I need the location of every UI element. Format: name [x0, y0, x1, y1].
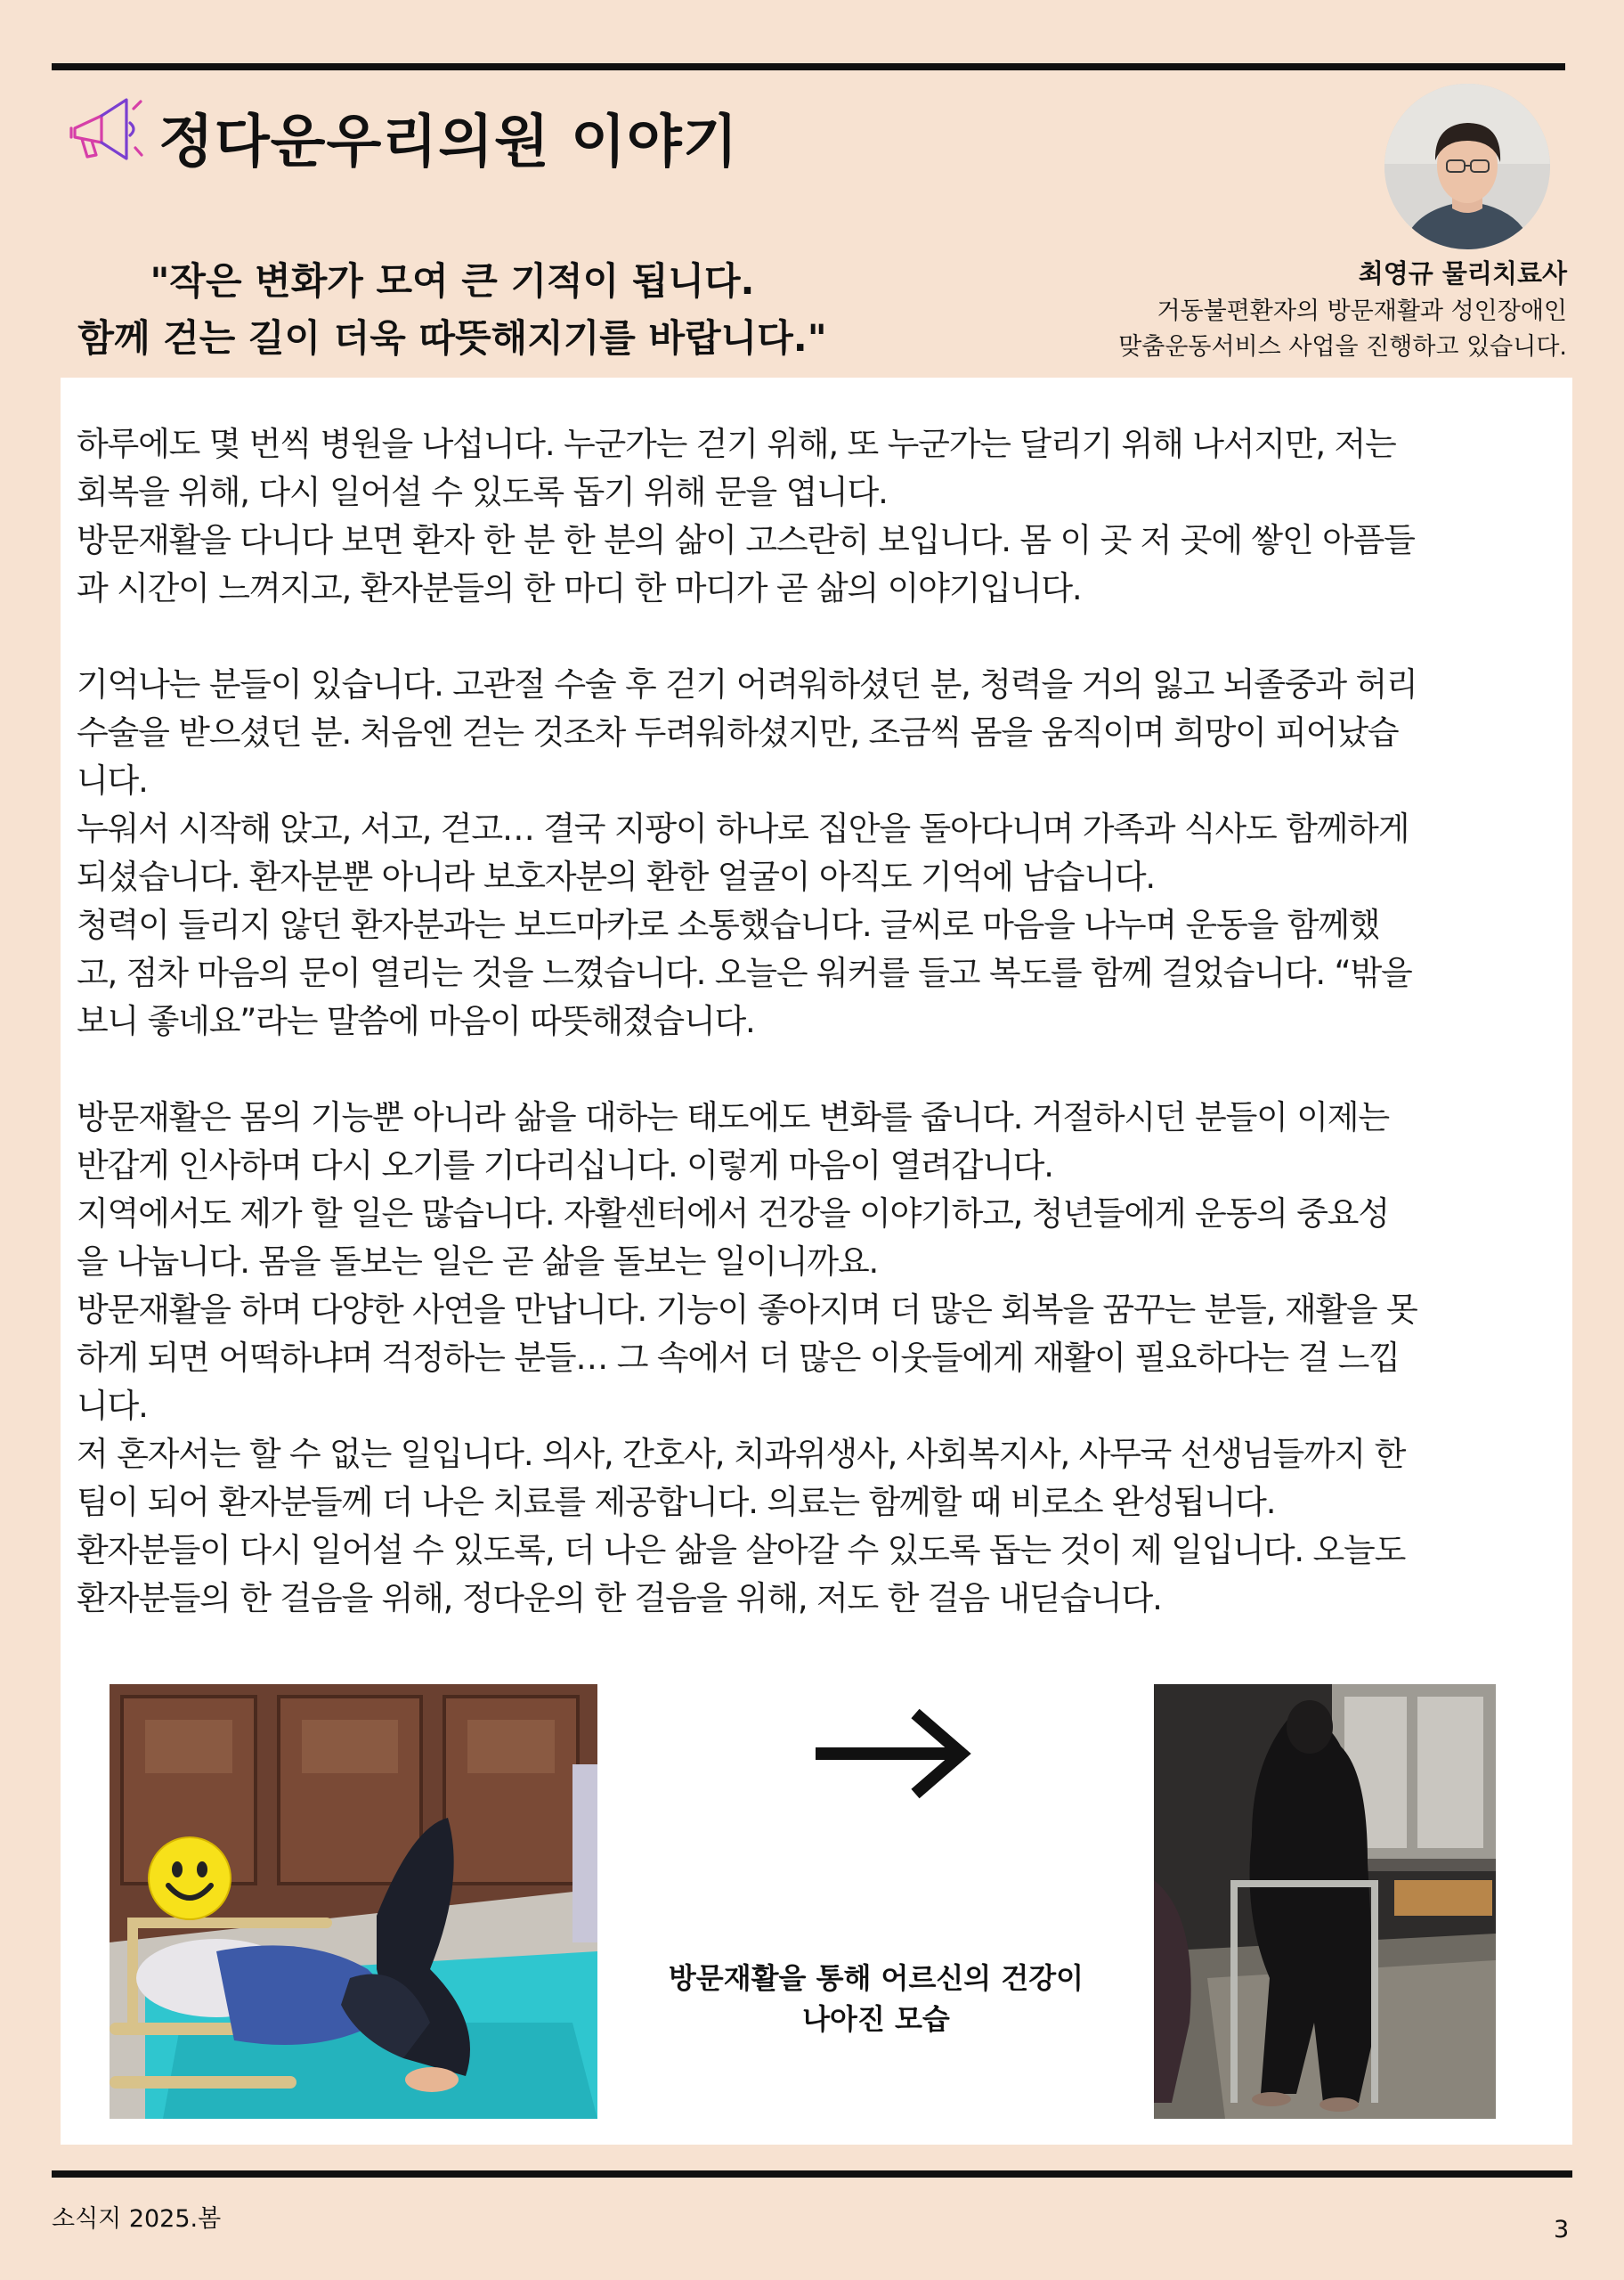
after-photo — [1154, 1684, 1496, 2119]
bottom-divider — [52, 2170, 1572, 2178]
body-line: 방문재활을 하며 다양한 사연을 만납니다. 기능이 좋아지며 더 많은 회복을 꿈꾸는 분들, 재활을 못 — [77, 1291, 1417, 1329]
author-info — [926, 253, 1567, 365]
newsletter-issue: 소식지 2025.봄 — [52, 2205, 222, 2233]
quote-line: "작은 변화가 모여 큰 기적이 됩니다. — [150, 259, 755, 303]
body-line: 니다. — [77, 761, 148, 800]
body-line: 방문재활을 다니다 보면 환자 한 분 한 분의 삶이 고스란히 보입니다. 몸 이 곳 저 곳에 쌓인 아픔들 — [77, 521, 1415, 559]
body-line: 저 혼자서는 할 수 없는 일입니다. 의사, 간호사, 치과위생사, 사회복지사, 사무국 선생님들까지 한 — [77, 1435, 1406, 1473]
body-line: 팀이 되어 환자분들께 더 나은 치료를 제공합니다. 의료는 함께할 때 비로소 완성됩니다. — [77, 1483, 1276, 1521]
body-line: 을 나눕니다. 몸을 돌보는 일은 곧 삶을 돌보는 일이니까요. — [77, 1242, 879, 1281]
body-line: 환자분들이 다시 일어설 수 있도록, 더 나은 삶을 살아갈 수 있도록 돕는 것이 제 일입니다. 오늘도 — [77, 1531, 1406, 1569]
page-title: 정다운우리의원 이야기 — [158, 110, 739, 175]
body-line: 보니 좋네요”라는 말씀에 마음이 따뜻해졌습니다. — [77, 1002, 755, 1040]
before-photo — [110, 1684, 597, 2119]
quote-line: 함께 걷는 길이 더욱 따뜻해지기를 바랍니다." — [77, 316, 827, 360]
body-line: 수술을 받으셨던 분. 처음엔 걷는 것조차 두려워하셨지만, 조금씩 몸을 움직이며 희망이 피어났습 — [77, 713, 1399, 752]
avatar — [1384, 84, 1550, 249]
body-line: 환자분들의 한 걸음을 위해, 정다운의 한 걸음을 위해, 저도 한 걸음 내딛습니다. — [77, 1579, 1162, 1617]
pull-quote — [52, 253, 853, 367]
body-line: 과 시간이 느껴지고, 환자분들의 한 마디 한 마디가 곧 삶의 이야기입니다. — [77, 569, 1082, 607]
author-name: 최영규 물리치료사 — [1358, 258, 1567, 289]
body-line: 하게 되면 어떡하냐며 걱정하는 분들… 그 속에서 더 많은 이웃들에게 재활이 필요하다는 걸 느낍 — [77, 1339, 1400, 1377]
paragraph-gap — [77, 1046, 1556, 1094]
caption-line: 방문재활을 통해 어르신의 건강이 — [668, 1961, 1084, 1995]
megaphone-icon — [62, 89, 144, 171]
body-line: 회복을 위해, 다시 일어설 수 있도록 돕기 위해 문을 엽니다. — [77, 473, 888, 511]
right-arrow-icon — [816, 1705, 972, 1803]
author-description-line: 거동불편환자의 방문재활과 성인장애인 — [1157, 297, 1567, 325]
body-line: 되셨습니다. 환자분뿐 아니라 보호자분의 환한 얼굴이 아직도 기억에 남습니다. — [77, 858, 1155, 896]
article-panel — [61, 378, 1572, 2145]
author-description-line: 맞춤운동서비스 사업을 진행하고 있습니다. — [1118, 333, 1567, 361]
photo-caption — [621, 1958, 1131, 2040]
body-line: 반갑게 인사하며 다시 오기를 기다리십니다. 이렇게 마음이 열려갑니다. — [77, 1146, 1053, 1185]
body-line: 고, 점차 마음의 문이 열리는 것을 느꼈습니다. 오늘은 워커를 들고 복도를 함께 걸었습니다. “밖을 — [77, 954, 1412, 992]
body-line: 청력이 들리지 않던 환자분과는 보드마카로 소통했습니다. 글씨로 마음을 나누며 운동을 함께했 — [77, 906, 1380, 944]
paragraph-gap — [77, 613, 1556, 661]
body-line: 하루에도 몇 번씩 병원을 나섭니다. 누군가는 걷기 위해, 또 누군가는 달리기 위해 나서지만, 저는 — [77, 425, 1396, 463]
page-number: 3 — [1554, 2216, 1570, 2243]
article-body — [77, 420, 1556, 1623]
body-line: 지역에서도 제가 할 일은 많습니다. 자활센터에서 건강을 이야기하고, 청년들에게 운동의 중요성 — [77, 1194, 1389, 1233]
body-line: 니다. — [77, 1387, 148, 1425]
top-divider — [52, 63, 1565, 70]
body-line: 누워서 시작해 앉고, 서고, 걷고… 결국 지팡이 하나로 집안을 돌아다니며 가족과 식사도 함께하게 — [77, 810, 1409, 848]
body-line: 기억나는 분들이 있습니다. 고관절 수술 후 걷기 어려워하셨던 분, 청력을 거의 잃고 뇌졸중과 허리 — [77, 665, 1417, 704]
smiley-face-icon — [147, 1836, 232, 1921]
body-line: 방문재활은 몸의 기능뿐 아니라 삶을 대하는 태도에도 변화를 줍니다. 거절하시던 분들이 이제는 — [77, 1098, 1389, 1136]
caption-line: 나아진 모습 — [802, 2002, 950, 2036]
